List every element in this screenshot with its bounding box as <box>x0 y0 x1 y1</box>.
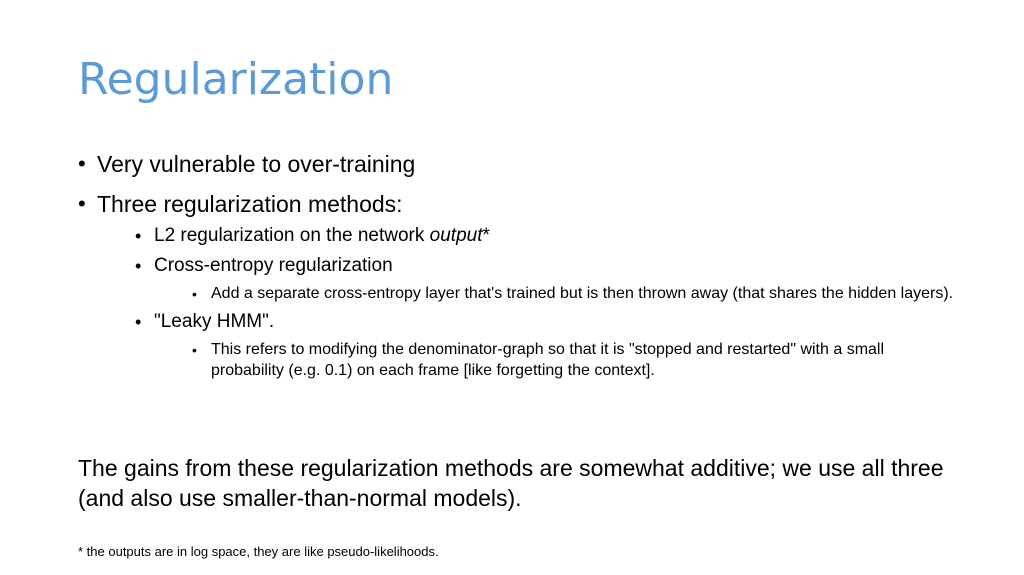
slide-content <box>78 150 958 381</box>
bullet-marker: • <box>135 256 142 276</box>
bullet-marker: • <box>78 151 86 176</box>
sub-bullet-text: "Leaky HMM". <box>154 311 275 332</box>
sub-bullet-item <box>135 310 958 381</box>
sub-bullet-item <box>135 224 958 248</box>
sub-sub-bullet-item <box>192 339 958 381</box>
slide-title: Regularization <box>78 54 394 105</box>
bullet-list <box>78 150 958 381</box>
sub-bullet-text: Cross-entropy regularization <box>154 255 393 276</box>
bullet-marker: • <box>192 286 197 302</box>
sub-bullet-text: L2 regularization on the network <box>154 225 430 246</box>
bullet-text: Three regularization methods: <box>97 191 403 217</box>
bullet-item <box>78 150 958 178</box>
sub-bullet-list <box>97 224 958 381</box>
bullet-text: Very vulnerable to over-training <box>97 151 416 177</box>
footnote-marker: * <box>482 225 490 246</box>
sub-sub-bullet-text: Add a separate cross-entropy layer that's trained but is then thrown away (that shares the hidden layers). <box>211 285 954 302</box>
sub-bullet-item <box>135 254 958 304</box>
sub-sub-bullet-list <box>154 283 958 304</box>
bullet-item <box>78 190 958 381</box>
footnote: * the outputs are in log space, they are like pseudo-likelihoods. <box>78 544 439 559</box>
bullet-marker: • <box>192 342 197 358</box>
sub-sub-bullet-item <box>192 283 958 304</box>
bullet-marker: • <box>135 312 142 332</box>
sub-sub-bullet-text: This refers to modifying the denominator-graph so that it is "stopped and restarted" with a small probability (e.g. 0.1) on each frame [like forgetting the context]. <box>211 341 885 379</box>
emphasis-text: output <box>429 225 483 246</box>
bullet-marker: • <box>135 226 142 246</box>
bullet-marker: • <box>78 191 86 216</box>
summary-paragraph: The gains from these regularization methods are somewhat additive; we use all three (and also use smaller-than-normal models). <box>78 455 944 511</box>
sub-sub-bullet-list <box>154 339 958 381</box>
